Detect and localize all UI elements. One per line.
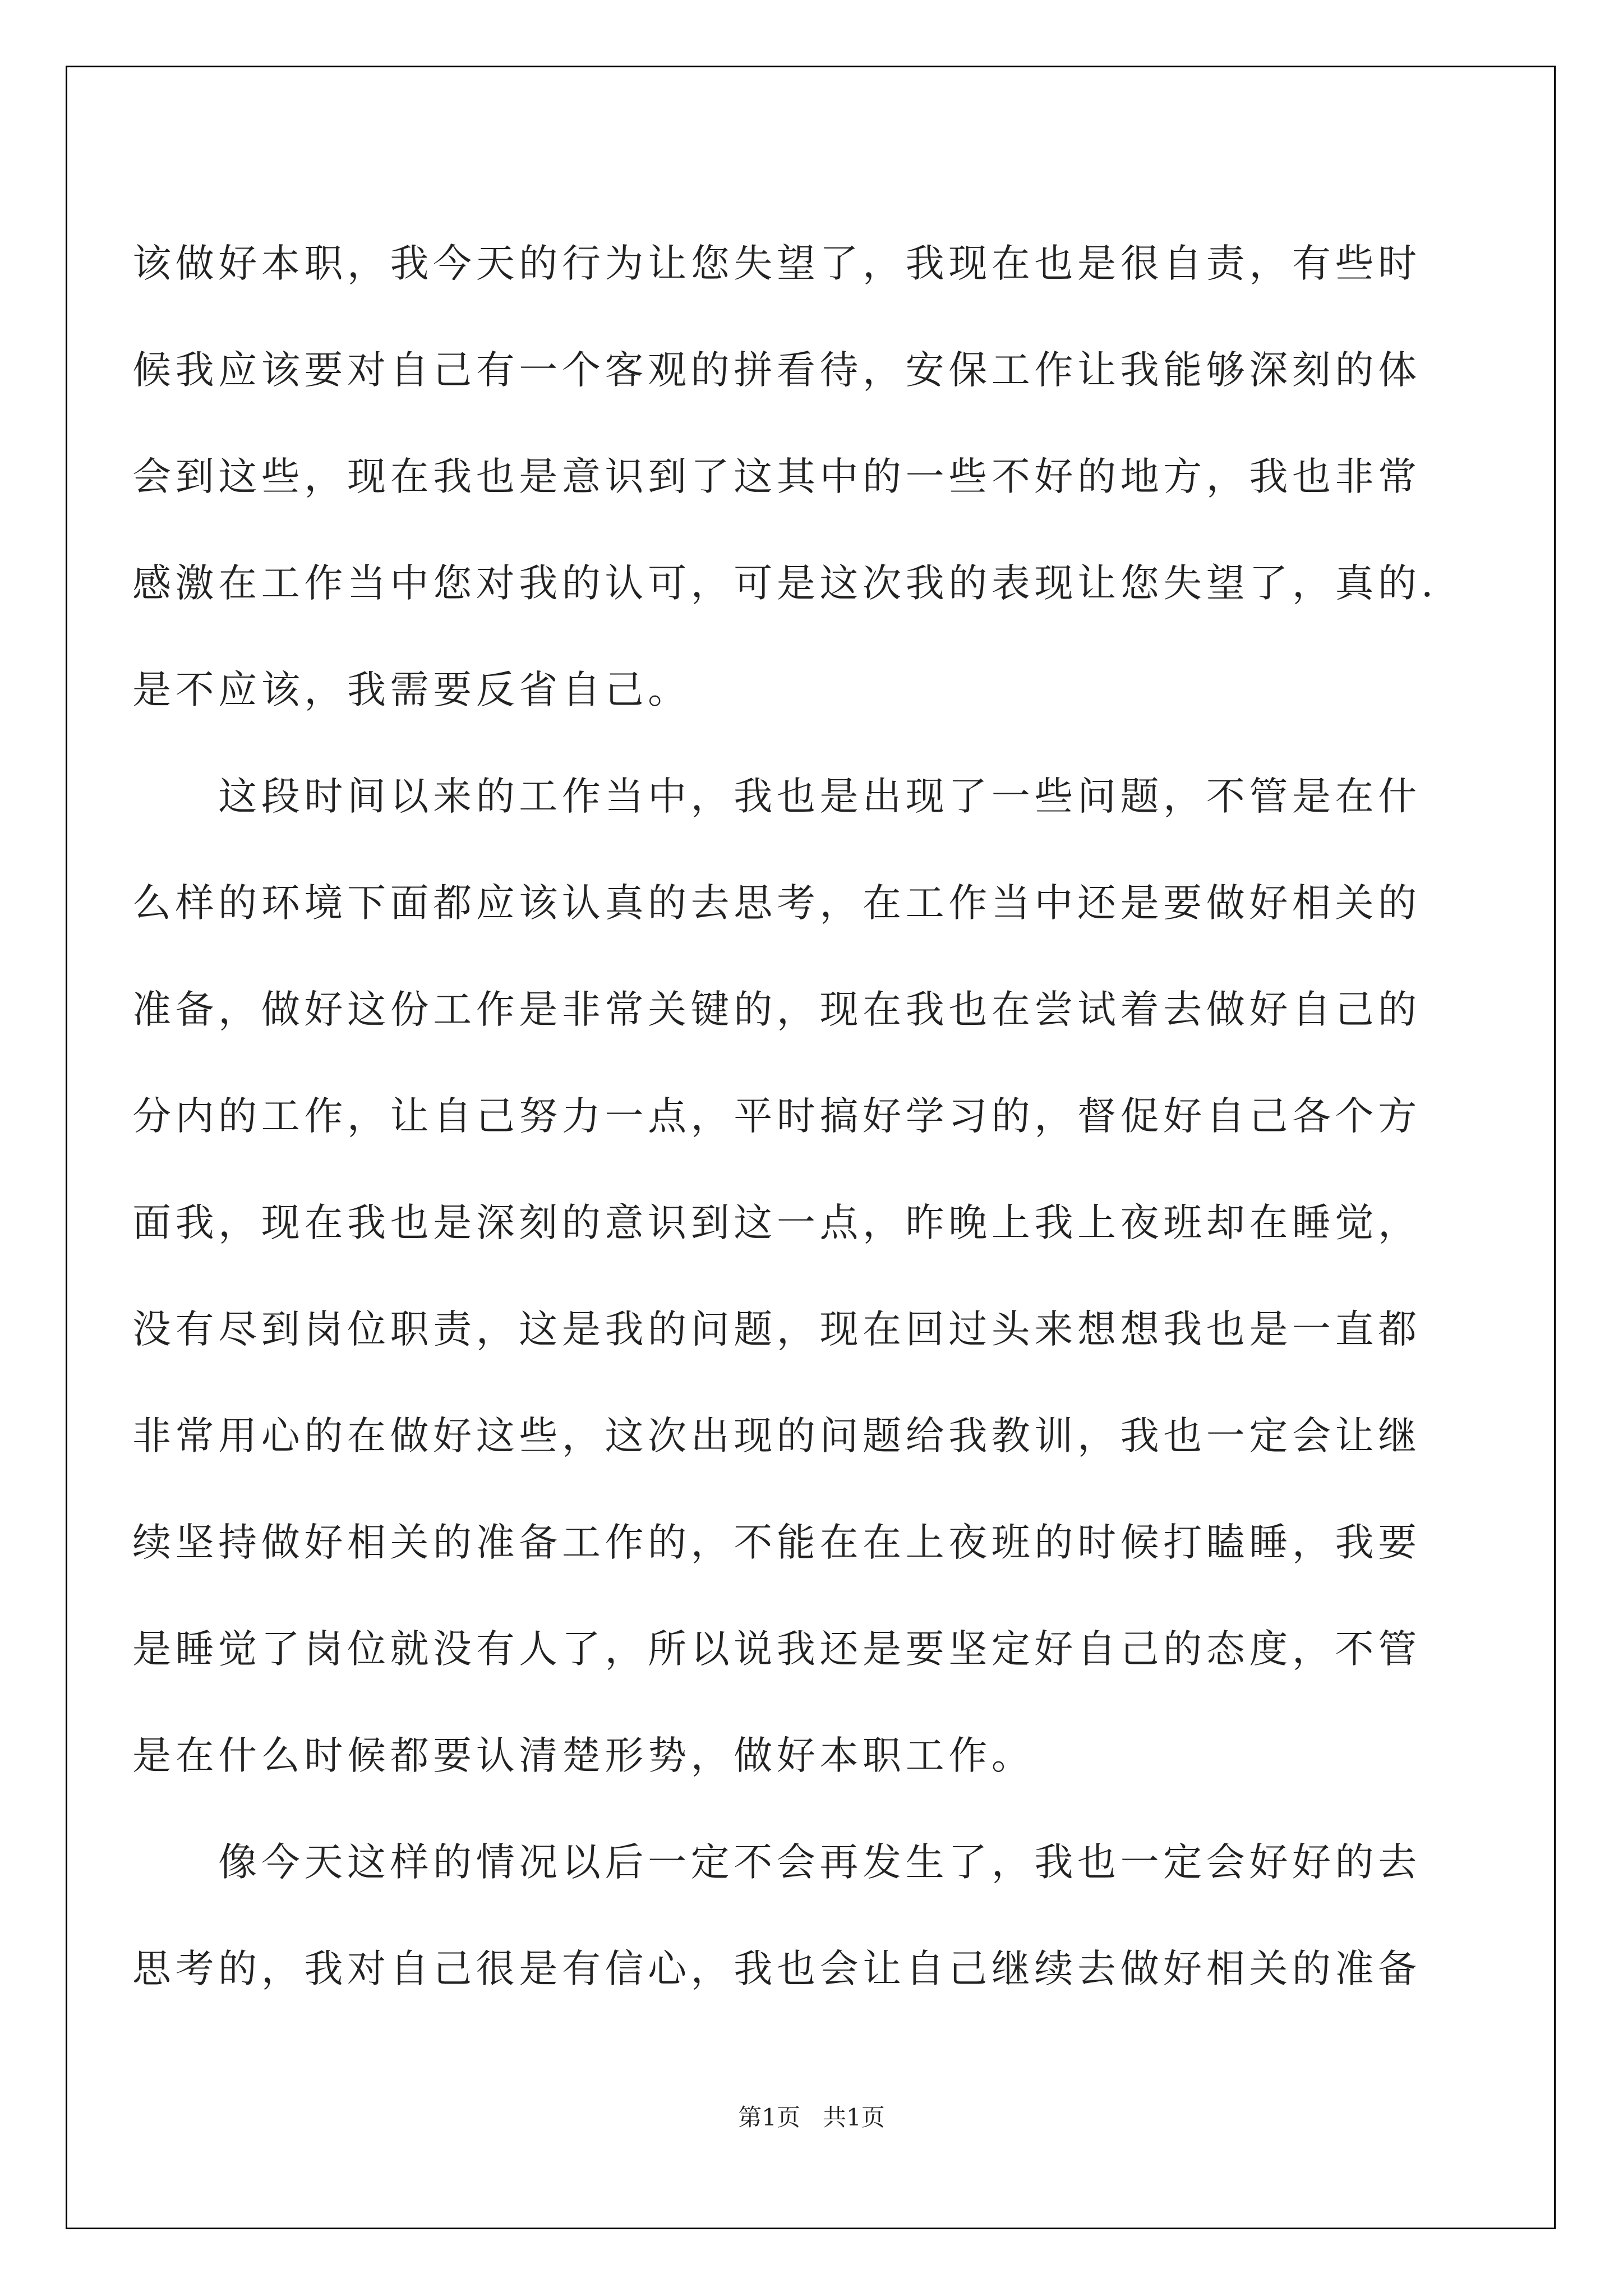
body-line: 是在什么时候都要认清楚形势，做好本职工作。 [132,1733,1035,1778]
body-line: 是不应该，我需要反省自己。 [132,668,691,712]
body-line: 没有尽到岗位职责，这是我的问题，现在回过头来想想我也是一直都 [132,1307,1421,1352]
page-number: 第1页 [738,2104,800,2131]
page-total: 共1页 [823,2104,885,2131]
body-line: 像今天这样的情况以后一定不会再发生了，我也一定会好好的去 [132,1840,1421,1885]
body-line: 这段时间以来的工作当中，我也是出现了一些问题，不管是在什 [132,774,1421,819]
body-line: 续坚持做好相关的准备工作的，不能在在上夜班的时候打瞌睡，我要 [132,1520,1421,1565]
body-line: 是睡觉了岗位就没有人了，所以说我还是要坚定好自己的态度，不管 [132,1627,1421,1672]
body-line: 会到这些，现在我也是意识到了这其中的一些不好的地方，我也非常 [132,454,1421,499]
body-line: 感激在工作当中您对我的认可，可是这次我的表现让您失望了，真的. [132,561,1438,606]
document-body [132,210,1501,2022]
body-line: 么样的环境下面都应该认真的去思考，在工作当中还是要做好相关的 [132,881,1421,926]
page-footer [0,2101,1623,2134]
body-line: 准备，做好这份工作是非常关键的，现在我也在尝试着去做好自己的 [132,987,1421,1032]
body-line: 候我应该要对自己有一个客观的拼看待，安保工作让我能够深刻的体 [132,348,1421,393]
body-line: 思考的，我对自己很是有信心，我也会让自己继续去做好相关的准备 [132,1947,1421,1991]
body-line: 该做好本职，我今天的行为让您失望了，我现在也是很自责，有些时 [132,241,1421,286]
body-line: 非常用心的在做好这些，这次出现的问题给我教训，我也一定会让继 [132,1414,1421,1458]
body-line: 分内的工作，让自己努力一点，平时搞好学习的，督促好自己各个方 [132,1094,1421,1139]
body-line: 面我，现在我也是深刻的意识到这一点，昨晚上我上夜班却在睡觉， [132,1200,1421,1245]
